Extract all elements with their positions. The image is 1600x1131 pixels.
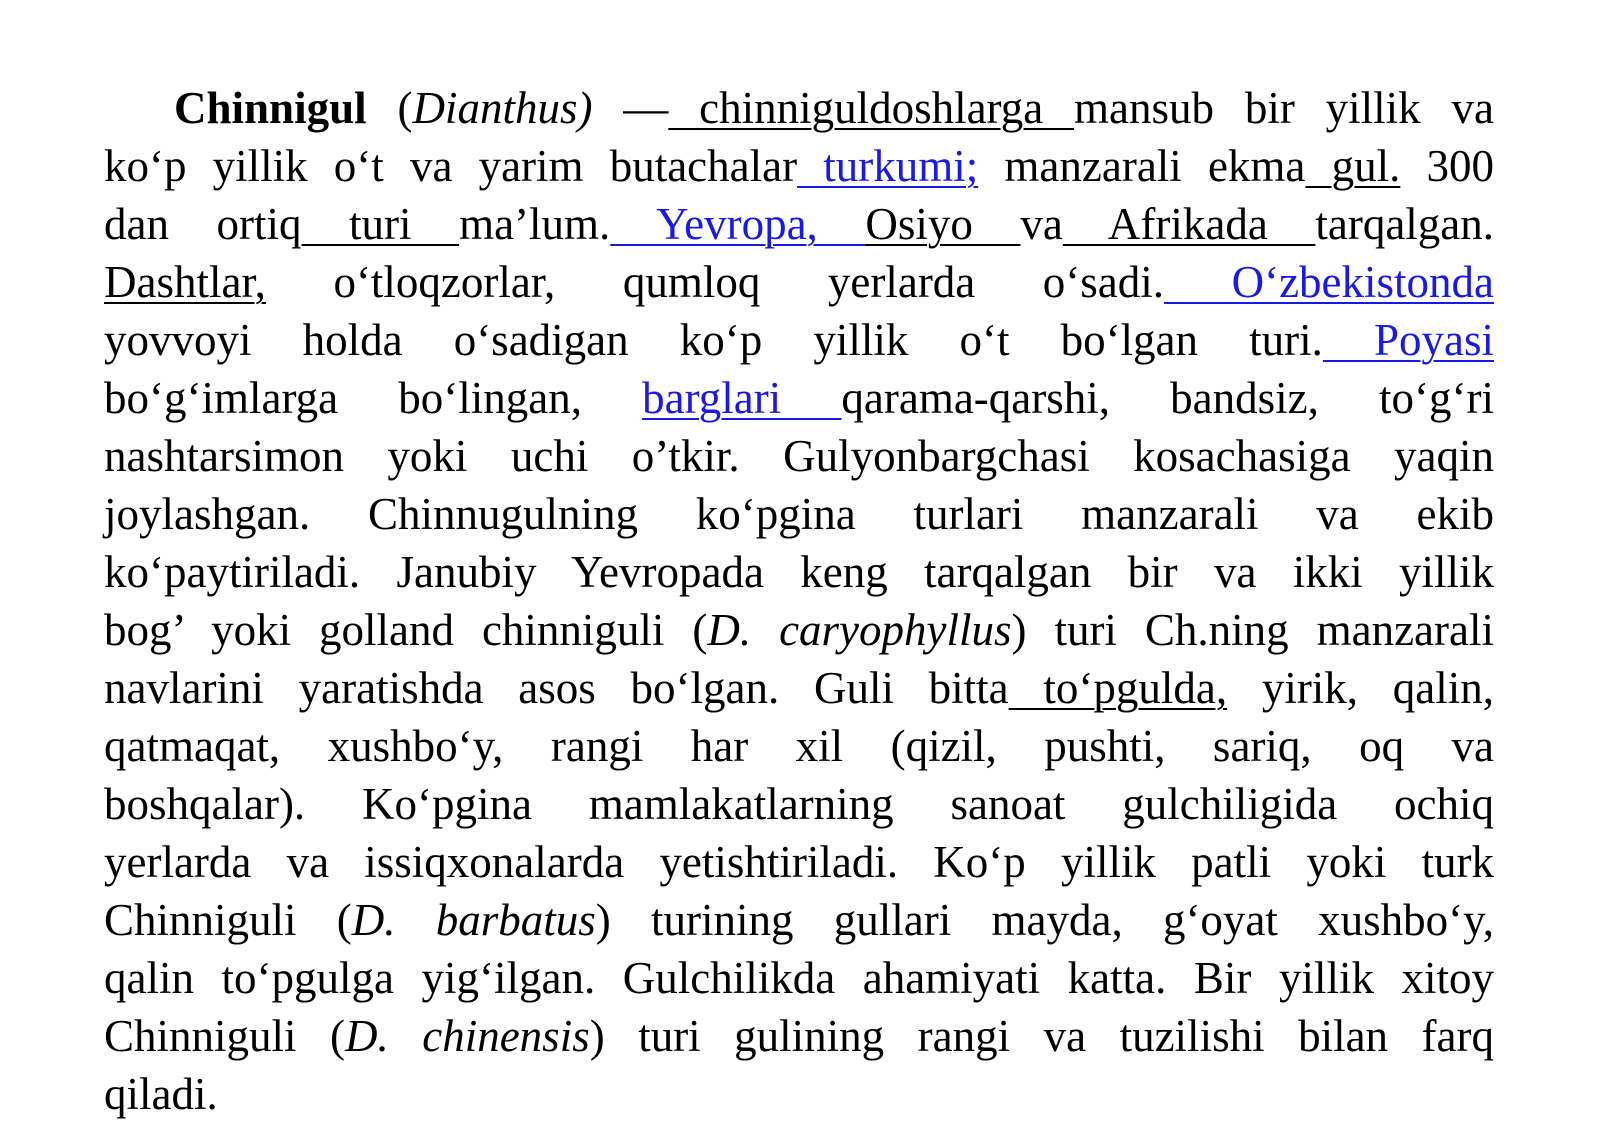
text-run: ) turining gullari mayda, g‘oyat xushbo‘y, [595,895,1494,945]
link-ozbekistonda[interactable]: O‘zbekistonda [1164,257,1495,307]
text-run: mansub bir yillik va [1074,83,1494,133]
text-run: ) turi gulining rangi va tuzilishi bilan farq [589,1011,1494,1061]
link-chinniguldoshlarga[interactable]: chinniguldoshlarga [668,83,1075,133]
text-line-9: ko‘paytiriladi. Janubiy Yevropada keng tarqalgan bir va ikki yillik [104,547,1494,597]
link-gul[interactable]: gul. [1305,141,1401,191]
latin-name: Dianthus) [412,83,593,133]
link-afrikada[interactable]: Afrikada [1062,199,1316,249]
text-line-3 [104,195,1494,253]
text-run: va [1020,199,1063,249]
text-run: ko‘p yillik o‘t va yarim butachalar [104,141,798,191]
term-chinnigul: Chinnigul [174,83,367,133]
link-dashtlar[interactable]: Dashtlar, [104,257,266,307]
text-line-8: joylashgan. Chinnugulning ko‘pgina turlari manzarali va ekib [104,489,1494,539]
text-line-12: qatmaqat, xushbo‘y, rangi har xil (qizil, pushti, sariq, oq va [104,721,1494,771]
link-turkumi[interactable]: turkumi; [797,141,979,191]
latin-name: D. caryophyllus [707,605,1012,655]
text-line-14: yerlarda va issiqxonalarda yetishtiriladi. Ko‘p yillik patli yoki turk [104,837,1494,887]
link-poyasi[interactable]: Poyasi [1322,315,1494,365]
text-line-6 [104,369,1494,427]
text-run: ( [366,83,413,133]
text-run: bog’ yoki golland chinniguli ( [104,605,708,655]
text-run: Chinniguli ( [104,895,352,945]
text-run: dan [104,199,169,249]
text-run: navlarini yaratishda asos bo‘lgan. Guli bitta [104,663,1009,713]
text-line-13: boshqalar). Ko‘pgina mamlakatlarning sanoat gulchiligida ochiq [104,779,1494,829]
text-run: yirik, qalin, [1227,663,1494,713]
text-line-15 [104,891,1494,949]
text-line-5 [104,311,1494,369]
text-line-2 [104,137,1494,195]
text-run: yovvoyi holda o‘sadigan ko‘p yillik o‘t bo‘lgan turi. [104,315,1323,365]
text-line-17 [104,1007,1494,1065]
text-run: tarqalgan. [1315,199,1495,249]
link-yevropa[interactable]: Yevropa, [610,199,866,249]
text-run: — [592,83,669,133]
text-line-11 [104,659,1494,717]
text-line-10 [104,601,1494,659]
text-run: ma’lum. [459,199,611,249]
text-run: qarama-qarshi, bandsiz, to‘g‘ri [841,373,1494,423]
text-line-1 [104,79,1494,137]
text-run: bo‘g‘imlarga bo‘lingan, [104,373,643,423]
text-run: o‘tloqzorlar, qumloq yerlarda o‘sadi. [265,257,1165,307]
text-run: Chinniguli ( [104,1011,345,1061]
text-run: ortiq [216,199,302,249]
text-line-4 [104,253,1494,311]
text-run: ) turi Ch.ning manzarali [1011,605,1494,655]
text-run: manzarali ekma [978,141,1306,191]
text-line-18: qiladi. [104,1069,218,1119]
latin-name: D. barbatus [351,895,596,945]
link-turi[interactable]: turi [301,199,460,249]
latin-name: D. chinensis [345,1011,590,1061]
link-osiyo[interactable]: Osiyo [865,199,1021,249]
text-line-16: qalin to‘pgulga yig‘ilgan. Gulchilikda ahamiyati katta. Bir yillik xitoy [104,953,1494,1003]
text-line-7: nashtarsimon yoki uchi o’tkir. Gulyonbargchasi kosachasiga yaqin [104,431,1494,481]
link-barglari[interactable]: barglari [642,373,842,423]
text-run: 300 [1400,141,1494,191]
link-topgulda[interactable]: to‘pgulda, [1008,663,1228,713]
